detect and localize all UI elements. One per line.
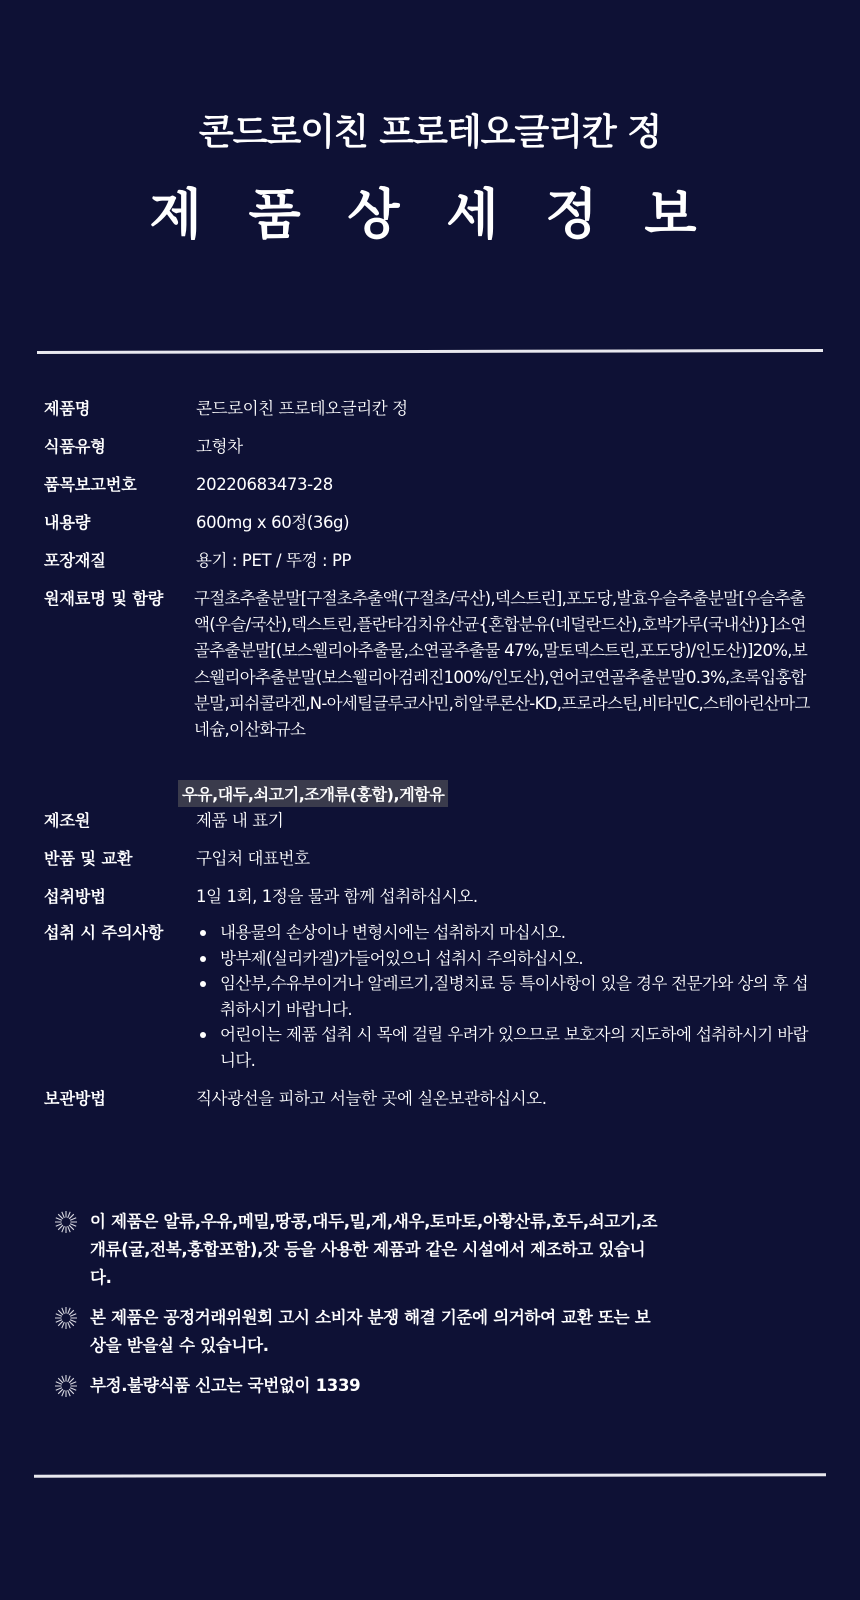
value-report-no: 20220683473-28 <box>196 475 333 494</box>
caution-item: 방부제(실리카겔)가들어있으니 섭취시 주의하십시오. <box>196 946 822 972</box>
value-storage: 직사광선을 피하고 서늘한 곳에 실온보관하십시오. <box>196 1089 547 1108</box>
notice-text: 본 제품은 공정거래위원회 고시 소비자 분쟁 해결 기준에 의거하여 교환 또는 보상을 받을실 수 있습니다. <box>90 1308 651 1355</box>
sun-burst-icon <box>54 1306 78 1330</box>
value-intake: 1일 1회, 1정을 물과 함께 섭취하십시오. <box>196 887 478 906</box>
label-report-no: 품목보고번호 <box>44 475 137 494</box>
section-title: 제 품 상 세 정 보 <box>149 183 711 246</box>
label-product-name: 제품명 <box>44 399 91 418</box>
label-packaging: 포장재질 <box>44 551 106 570</box>
value-ingredients: 구절초추출분말[구절초추출액(구절초/국산),덱스트린],포도당,발효우슬추출분말[우슬추출액(우슬/국산),덱스트린,플란타김치유산균{혼합분유(네덜란드산),호박가루(국내산)}]소연골추출분말[(보스웰리아추출물,소연골추출물 47%,말토덱스트린,포도당)/인도산)]20%,보스웰리아추출분말(보스웰리아검레진100%/인도산),연어코연골추출분말0.3%,초록입홍합분말,피쉬콜라겐,N-아세틸글루코사민,히알루론산-KD,프로라스틴,비타민C,스테아린산마그네슘,이산화규소 <box>194 589 810 740</box>
label-returns: 반품 및 교환 <box>44 849 133 868</box>
label-manufacturer: 제조원 <box>44 811 91 830</box>
allergen-highlight: 우유,대두,쇠고기,조개류(홍합),게함유 <box>178 780 448 807</box>
cautions-list-wrap <box>196 920 822 1073</box>
top-divider <box>37 349 823 354</box>
label-food-type: 식품유형 <box>44 437 106 456</box>
caution-item: 임산부,수유부이거나 알레르기,질병치료 등 특이사항이 있을 경우 전문가와 상의 후 섭취하시기 바랍니다. <box>196 971 822 1022</box>
sun-burst-icon <box>54 1374 78 1398</box>
cautions-list <box>196 920 822 1073</box>
value-returns: 구입처 대표번호 <box>196 849 310 868</box>
value-packaging: 용기 : PET / 뚜껑 : PP <box>196 551 352 570</box>
product-title: 콘드로이친 프로테오글리칸 정 <box>198 112 662 153</box>
caution-item: 내용물의 손상이나 변형시에는 섭취하지 마십시오. <box>196 920 822 946</box>
bottom-divider <box>34 1473 826 1477</box>
value-manufacturer: 제품 내 표기 <box>196 811 284 830</box>
label-cautions: 섭취 시 주의사항 <box>44 923 164 942</box>
caution-item: 어린이는 제품 섭취 시 목에 걸릴 우려가 있으므로 보호자의 지도하에 섭취하시기 바랍니다. <box>196 1022 822 1073</box>
sun-burst-icon <box>54 1210 78 1234</box>
notice-text: 이 제품은 알류,우유,메밀,땅콩,대두,밀,게,새우,토마토,아황산류,호두,쇠고기,조개류(굴,전복,홍합포함),잣 등을 사용한 제품과 같은 시설에서 제조하고 있습니다. <box>90 1212 658 1287</box>
label-ingredients: 원재료명 및 함량 <box>44 589 164 608</box>
value-product-name: 콘드로이친 프로테오글리칸 정 <box>196 399 408 418</box>
label-content: 내용량 <box>44 513 91 532</box>
value-content: 600mg x 60정(36g) <box>196 513 350 532</box>
value-food-type: 고형차 <box>196 437 243 456</box>
label-storage: 보관방법 <box>44 1089 106 1108</box>
notice-text: 부정.불량식품 신고는 국번없이 1339 <box>90 1376 361 1395</box>
label-intake: 섭취방법 <box>44 887 106 906</box>
